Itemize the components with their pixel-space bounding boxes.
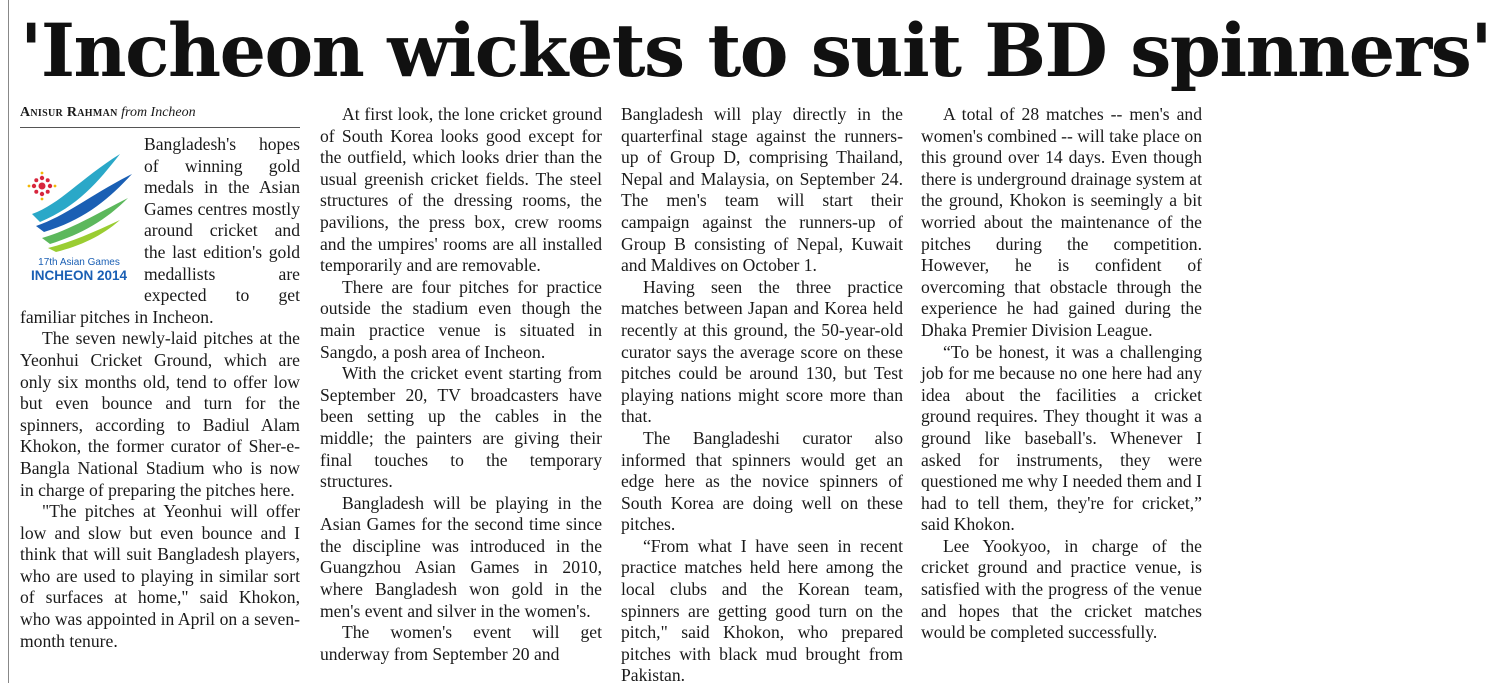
paragraph: “To be honest, it was a challenging job for me because no one here had any idea about the facilities a cricket ground requires. They thought it was a ground like baseball's. Whenever I asked for instruments, they were questioned me why I needed them and I had to tell them, they're for cricket,” said Khokon.: [921, 341, 1202, 535]
paragraph: “From what I have seen in recent practice matches held here among the local clubs and the Korean team, spinners are getting good turn on the pitch," said Khokon, who prepared pitches with black mud brought from Pakistan.: [621, 535, 903, 686]
paragraph: Bangladesh will play directly in the quarterfinal stage against the runners-up of Group D, comprising Thailand, Nepal and Malaysia, on September 24. The men's team will start their campaign against the runners-up of Group B consisting of Nepal, Kuwait and Maldives on October 1.: [621, 104, 903, 276]
logo-line-1: 17th Asian Games: [38, 257, 120, 268]
article-column-4: [921, 104, 1202, 679]
paragraph: The women's event will get underway from September 20 and: [320, 622, 602, 664]
asian-games-logo-icon: [20, 134, 138, 292]
logo-line-2: INCHEON 2014: [30, 268, 128, 283]
article-column-1: [20, 104, 300, 679]
paragraph: Lee Yookyoo, in charge of the cricket ground and practice venue, is satisfied with the progress of the venue and hopes that the cricket matches would be completed successfully.: [921, 535, 1202, 643]
paragraph: With the cricket event starting from September 20, TV broadcasters have been setting up the cables in the middle; the painters are giving their final touches to the temporary structures.: [320, 363, 602, 492]
headline: 'Incheon wickets to suit BD spinners': [20, 8, 1491, 94]
paragraph: There are four pitches for practice outside the stadium even though the main practice venue is situated in Sangdo, a posh area of Incheon.: [320, 276, 602, 362]
paragraph: At first look, the lone cricket ground of South Korea looks good except for the outfield, which looks drier than the usual greenish cricket fields. The steel structures of the dressing rooms, the pavilions, the press box, crew rooms and the umpires' rooms are all installed temporarily and are removable.: [320, 104, 602, 276]
paragraph: The Bangladeshi curator also informed that spinners would get an edge here as the novice spinners of South Korea are doing well on these pitches.: [621, 427, 903, 535]
asian-games-logo: [20, 134, 138, 292]
paragraph: A total of 28 matches -- men's and women's combined -- will take place on this ground over 14 days. Even though there is underground drainage system at the ground, Khokon is seemingly a bit worried about the maintenance of the pitches during the competition. However, he is confident of overcoming that obstacle through the experience he had gained during the Dhaka Premier Division League.: [921, 104, 1202, 340]
article-column-3: [621, 104, 903, 686]
article-column-2: [320, 104, 602, 679]
byline-author: Anisur Rahman: [20, 105, 118, 120]
byline: [20, 104, 300, 128]
paragraph: "The pitches at Yeonhui will offer low and slow but even bounce and I think that will suit Bangladesh players, who are used to playing in similar sort of surfaces at home," said Khokon, who was appointed in April on a seven-month tenure.: [20, 501, 300, 651]
paragraph: Bangladesh will be playing in the Asian Games for the second time since the discipline was introduced in the Guangzhou Asian Games in 2010, where Bangladesh won gold in the men's event and silver in the women's.: [320, 492, 602, 621]
left-column-rule: [8, 0, 9, 683]
paragraph: The seven newly-laid pitches at the Yeonhui Cricket Ground, which are only six months old, tend to offer low but even bounce and turn for the spinners, according to Badiul Alam Khokon, the former curator of Sher-e-Bangla National Stadium who is now in charge of preparing the pitches here.: [20, 328, 300, 500]
paragraph: Bangladesh's hopes of winning gold medals in the Asian Games centres mostly around cricket and the last edition's gold medallists are expected to get familiar pitches in Incheon.: [20, 134, 300, 327]
paragraph: Having seen the three practice matches between Japan and Korea held recently at this ground, the 50-year-old curator says the average score on these pitches could be around 130, but Test playing nations might score more than that.: [621, 276, 903, 427]
byline-location: from Incheon: [121, 105, 196, 120]
